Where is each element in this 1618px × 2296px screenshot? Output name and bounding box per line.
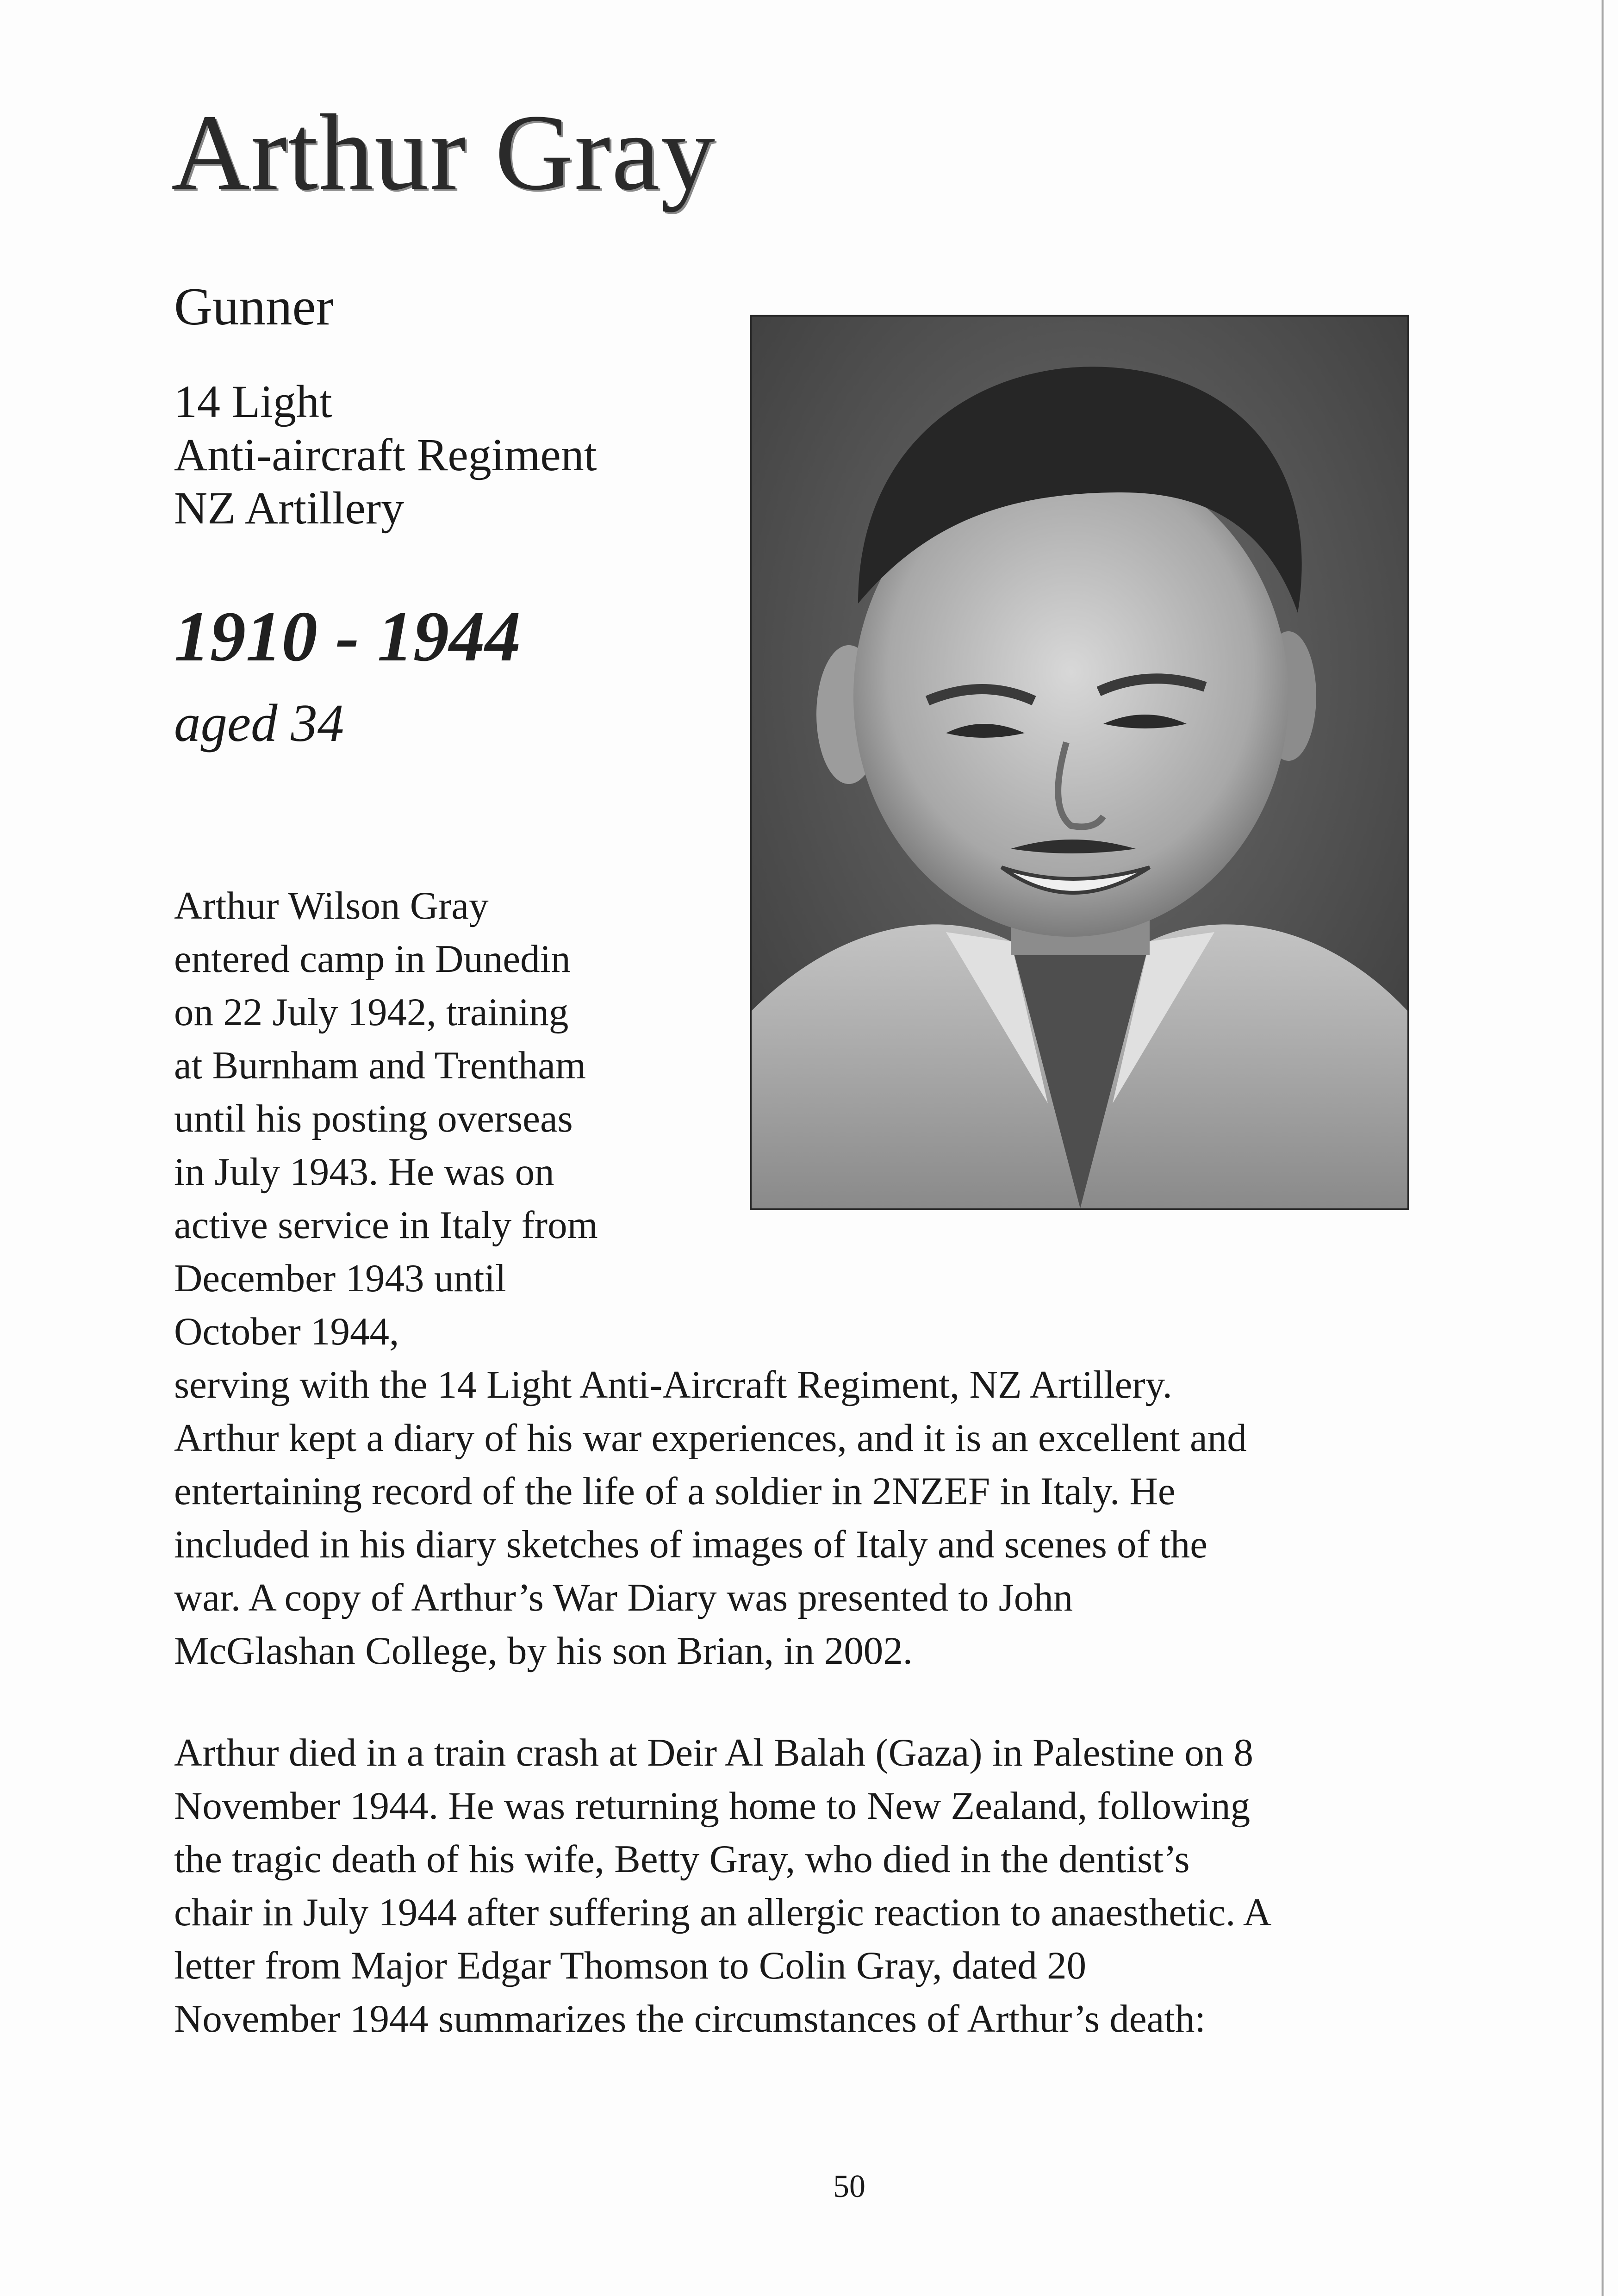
page-title: Arthur Gray bbox=[171, 92, 716, 212]
age: aged 34 bbox=[174, 694, 344, 753]
text-line: included in his diary sketches of images of Italy and scenes of the bbox=[174, 1523, 1207, 1566]
text-line: in July 1943. He was on bbox=[174, 1150, 554, 1194]
text-line: active service in Italy from bbox=[174, 1203, 598, 1247]
page-binding-edge bbox=[1601, 0, 1604, 2296]
life-years: 1910 - 1944 bbox=[174, 597, 521, 676]
unit-block bbox=[174, 375, 597, 535]
text-line: November 1944. He was returning home to New Zealand, following bbox=[174, 1784, 1251, 1828]
bio-paragraph-death bbox=[174, 1726, 1470, 2046]
text-line: Arthur died in a train crash at Deir Al Balah (Gaza) in Palestine on 8 bbox=[174, 1731, 1254, 1774]
text-line: on 22 July 1942, training bbox=[174, 990, 569, 1034]
text-line: entertaining record of the life of a soldier in 2NZEF in Italy. He bbox=[174, 1469, 1176, 1513]
text-line: entered camp in Dunedin bbox=[174, 937, 571, 981]
unit-line: NZ Artillery bbox=[174, 482, 404, 534]
text-line: war. A copy of Arthur’s War Diary was presented to John bbox=[174, 1576, 1073, 1619]
text-line: December 1943 until bbox=[174, 1257, 506, 1300]
text-line: serving with the 14 Light Anti-Aircraft Regiment, NZ Artillery. bbox=[174, 1363, 1172, 1406]
text-line: at Burnham and Trentham bbox=[174, 1044, 586, 1087]
portrait-photo bbox=[750, 315, 1409, 1210]
bio-paragraph-intro bbox=[174, 879, 706, 1358]
text-line: letter from Major Edgar Thomson to Colin Gray, dated 20 bbox=[174, 1944, 1087, 1987]
text-line: Arthur kept a diary of his war experiences, and it is an excellent and bbox=[174, 1416, 1247, 1460]
rank: Gunner bbox=[174, 277, 334, 336]
unit-line: 14 Light bbox=[174, 376, 332, 427]
bio-paragraph-continued bbox=[174, 1358, 1470, 1678]
unit-line: Anti-aircraft Regiment bbox=[174, 429, 597, 480]
text-line: October 1944, bbox=[174, 1310, 399, 1353]
text-line: until his posting overseas bbox=[174, 1097, 573, 1140]
text-line: McGlashan College, by his son Brian, in 2002. bbox=[174, 1629, 913, 1673]
page-number: 50 bbox=[833, 2169, 865, 2204]
text-line: November 1944 summarizes the circumstances of Arthur’s death: bbox=[174, 1997, 1206, 2041]
text-line: the tragic death of his wife, Betty Gray, who died in the dentist’s bbox=[174, 1837, 1190, 1881]
text-line: chair in July 1944 after suffering an allergic reaction to anaesthetic. A bbox=[174, 1891, 1272, 1934]
text-line: Arthur Wilson Gray bbox=[174, 884, 489, 927]
